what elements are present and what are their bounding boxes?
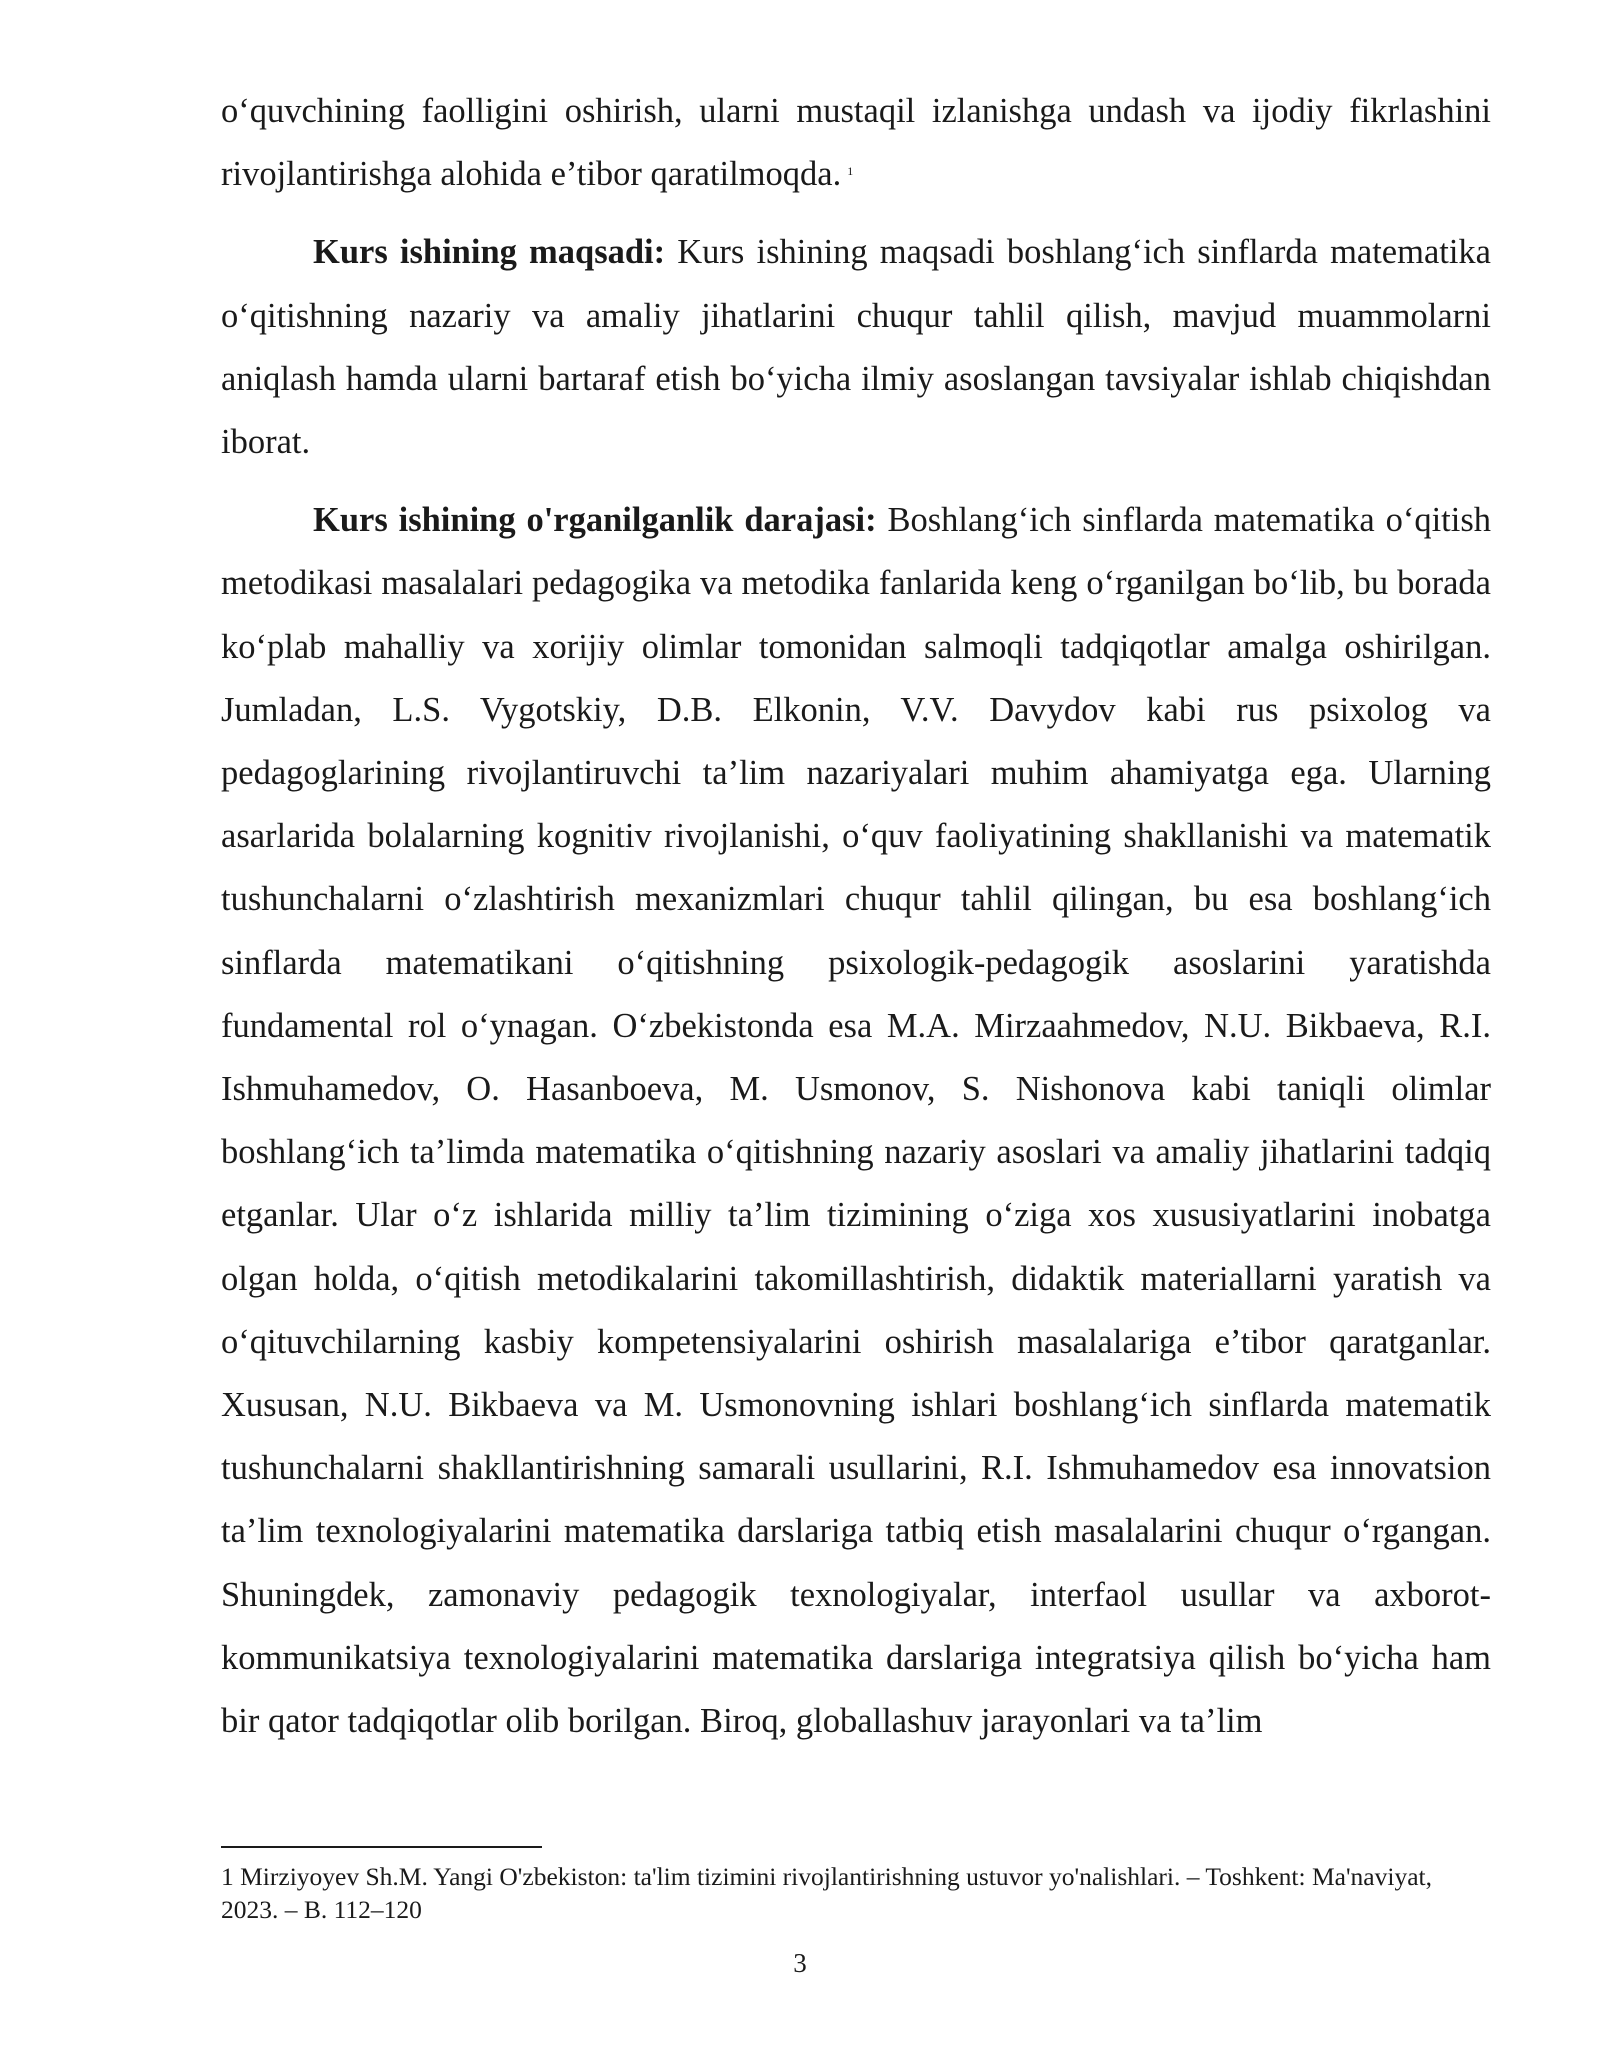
paragraph-literature-review	[221, 489, 1491, 1753]
page-body	[221, 80, 1491, 1753]
paragraph-goal	[221, 221, 1491, 474]
footnote-reference[interactable]: 1	[847, 164, 854, 179]
paragraph-intro	[221, 80, 1491, 206]
footnote: 1 Mirziyoyev Sh.M. Yangi O'zbekiston: ta'lim tizimini rivojlantirishning ustuvor yo'nalishlari. – Toshkent: Ma'naviyat, 2023. – B. 112–120	[221, 1862, 1432, 1924]
paragraph-intro-text: o‘quvchining faolligini oshirish, ularni mustaqil izlanishga undash va ijodiy fikrlashini rivojlantirishga alohida e’tibor qaratilmoqda.	[221, 92, 1491, 194]
goal-heading: Kurs ishining maqsadi:	[313, 233, 666, 272]
footnote-separator	[221, 1846, 542, 1848]
literature-review-heading: Kurs ishining o'rganilganlik darajasi:	[313, 501, 877, 540]
goal-text: Kurs ishining maqsadi boshlang‘ich sinflarda matematika o‘qitishning nazariy va amaliy jihatlarini chuqur tahlil qilish, mavjud muammolarni aniqlash hamda ularni bartaraf etish bo‘yicha ilmiy asoslangan tavsiyalar ishlab chiqishdan iborat.	[221, 233, 1491, 462]
page-number: 3	[793, 1948, 807, 1978]
literature-review-text: Boshlang‘ich sinflarda matematika o‘qitish metodikasi masalalari pedagogika va metodika fanlarida keng o‘rganilgan bo‘lib, bu borada ko‘plab mahalliy va xorijiy olimlar tomonidan salmoqli tadqiqotlar amalga oshirilgan. Jumladan, L.S. Vygotskiy, D.B. Elkonin, V.V. Davydov kabi rus psixolog va pedagoglarining rivojlantiruvchi ta’lim nazariyalari muhim ahamiyatga ega. Ularning asarlarida bolalarning kognitiv rivojlanishi, o‘quv faoliyatining shakllanishi va matematik tushunchalarni o‘zlashtirish mexanizmlari chuqur tahlil qilingan, bu esa boshlang‘ich sinflarda matematikani o‘qitishning psixologik-pedagogik asoslarini yaratishda fundamental rol o‘ynagan. O‘zbekistonda esa M.A. Mirzaahmedov, N.U. Bikbaeva, R.I. Ishmuhamedov, O. Hasanboeva, M. Usmonov, S. Nishonova kabi taniqli olimlar boshlang‘ich ta’limda matematika o‘qitishning nazariy asoslari va amaliy jihatlarini tadqiq etganlar. Ular o‘z ishlarida milliy ta’lim tizimining o‘ziga xos xususiyatlarini inobatga olgan holda, o‘qitish metodikalarini takomillashtirish, didaktik materiallarni yaratish va o‘qituvchilarning kasbiy kompetensiyalarini oshirish masalalariga e’tibor qaratganlar. Xususan, N.U. Bikbaeva va M. Usmonovning ishlari boshlang‘ich sinflarda matematik tushunchalarni shakllantirishning samarali usullarini, R.I. Ishmuhamedov esa innovatsion ta’lim texnologiyalarini matematika darslariga tatbiq etish masalalarini chuqur o‘rgangan. Shuningdek, zamonaviy pedagogik texnologiyalar, interfaol usullar va axborot-kommunikatsiya texnologiyalarini matematika darslariga integratsiya qilish bo‘yicha ham bir qator tadqiqotlar olib borilgan. Biroq, globallashuv jarayonlari va ta’lim	[221, 501, 1491, 1741]
